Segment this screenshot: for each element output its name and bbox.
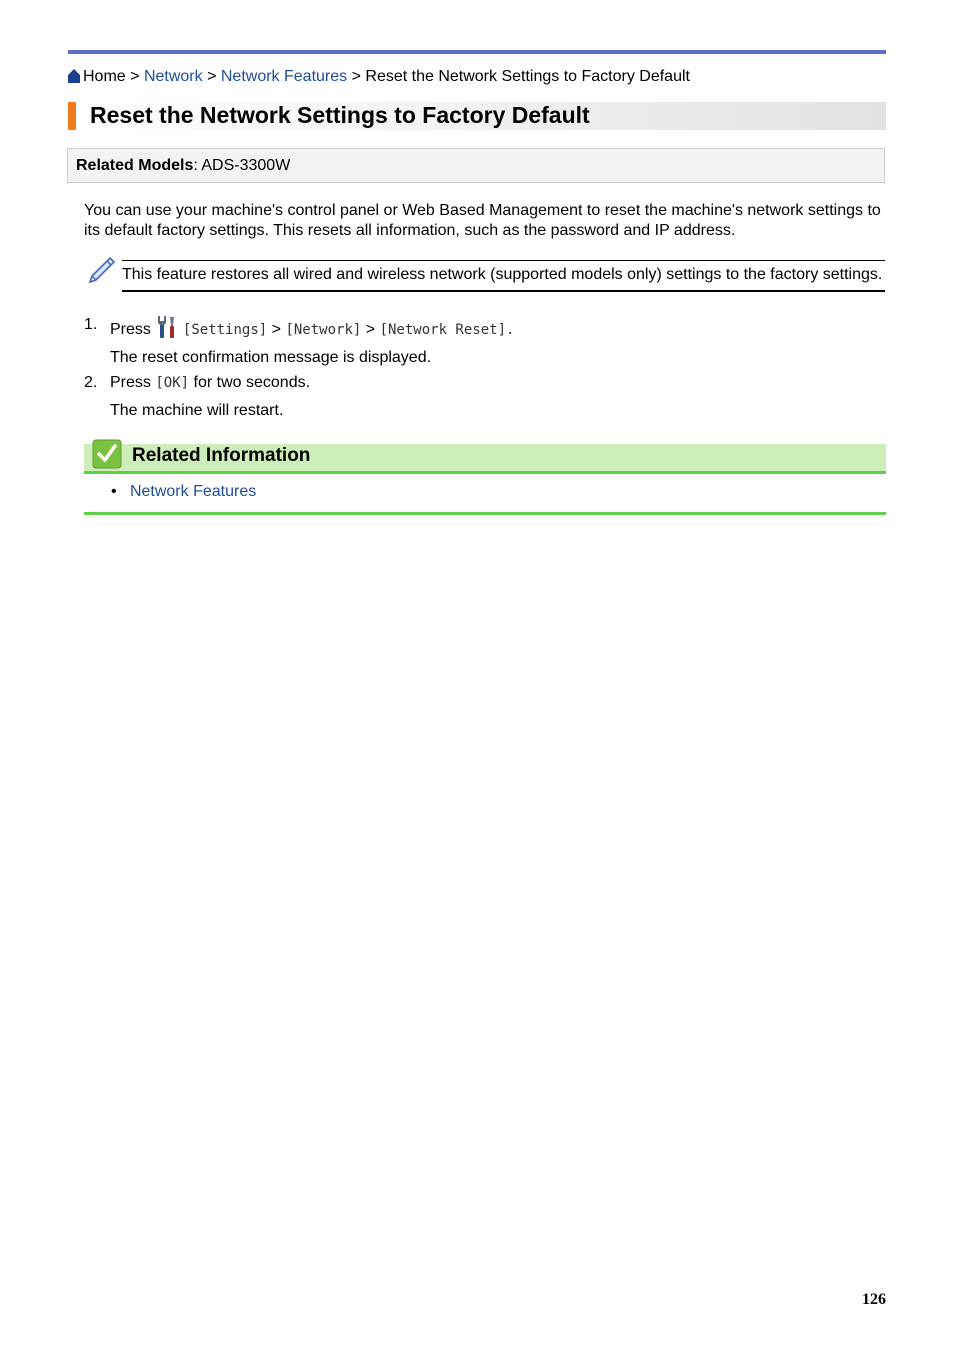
page-title: Reset the Network Settings to Factory Default — [90, 102, 590, 128]
breadcrumb-separator: > — [207, 68, 217, 85]
step-1-result: The reset confirmation message is displayed. — [110, 349, 432, 366]
breadcrumb-network-link[interactable]: Network — [143, 68, 203, 85]
breadcrumb — [68, 67, 690, 89]
breadcrumb-home[interactable]: Home — [83, 68, 126, 85]
breadcrumb-network-features-link[interactable]: Network Features — [220, 68, 348, 85]
related-models-label: Related Models — [76, 157, 194, 174]
page-number: 126 — [862, 1291, 886, 1308]
settings-tools-icon — [157, 315, 177, 345]
step-2-press: Press — [110, 374, 151, 391]
related-link-item — [111, 482, 256, 502]
note-text: This feature restores all wired and wireless network (supported models only) settings to the factory settings. — [122, 266, 883, 283]
breadcrumb-separator: > — [130, 68, 140, 85]
related-models-value: : ADS-3300W — [193, 157, 291, 174]
step-1-press: Press — [110, 321, 151, 338]
home-icon[interactable] — [68, 69, 80, 89]
settings-menu-label: [Settings] — [182, 322, 268, 338]
breadcrumb-separator: > — [351, 68, 361, 85]
step-1-period: . — [506, 322, 515, 338]
related-models-box — [67, 148, 885, 183]
network-menu-label: [Network] — [285, 322, 362, 338]
step-2-text — [110, 373, 310, 393]
note-top-rule — [122, 260, 885, 261]
step-1-separator: > — [365, 321, 376, 338]
pencil-note-icon — [86, 252, 118, 289]
network-reset-menu-label: [Network Reset] — [379, 322, 506, 338]
step-1-number: 1. — [84, 316, 98, 333]
related-info-title: Related Information — [132, 445, 311, 466]
step-1-separator: > — [271, 321, 281, 338]
checkmark-icon — [92, 439, 122, 474]
breadcrumb-current: Reset the Network Settings to Factory Default — [365, 68, 690, 85]
step-1-text — [110, 315, 514, 345]
step-2-result: The machine will restart. — [110, 402, 284, 419]
related-info-bottom-rule — [84, 512, 886, 515]
title-accent — [68, 102, 76, 130]
step-2-number: 2. — [84, 374, 98, 391]
network-features-link[interactable]: Network Features — [129, 483, 257, 500]
intro-paragraph: You can use your machine's control panel or Web Based Management to reset the machine's network settings to its default factory settings. This resets all information, such as the password and IP address. — [84, 202, 881, 239]
ok-button-label: [OK] — [155, 375, 190, 391]
related-info-rule — [84, 471, 886, 474]
top-rule — [68, 50, 886, 54]
bullet: • — [111, 483, 117, 500]
note-bottom-rule — [122, 290, 885, 292]
step-2-rest: for two seconds. — [193, 374, 311, 391]
